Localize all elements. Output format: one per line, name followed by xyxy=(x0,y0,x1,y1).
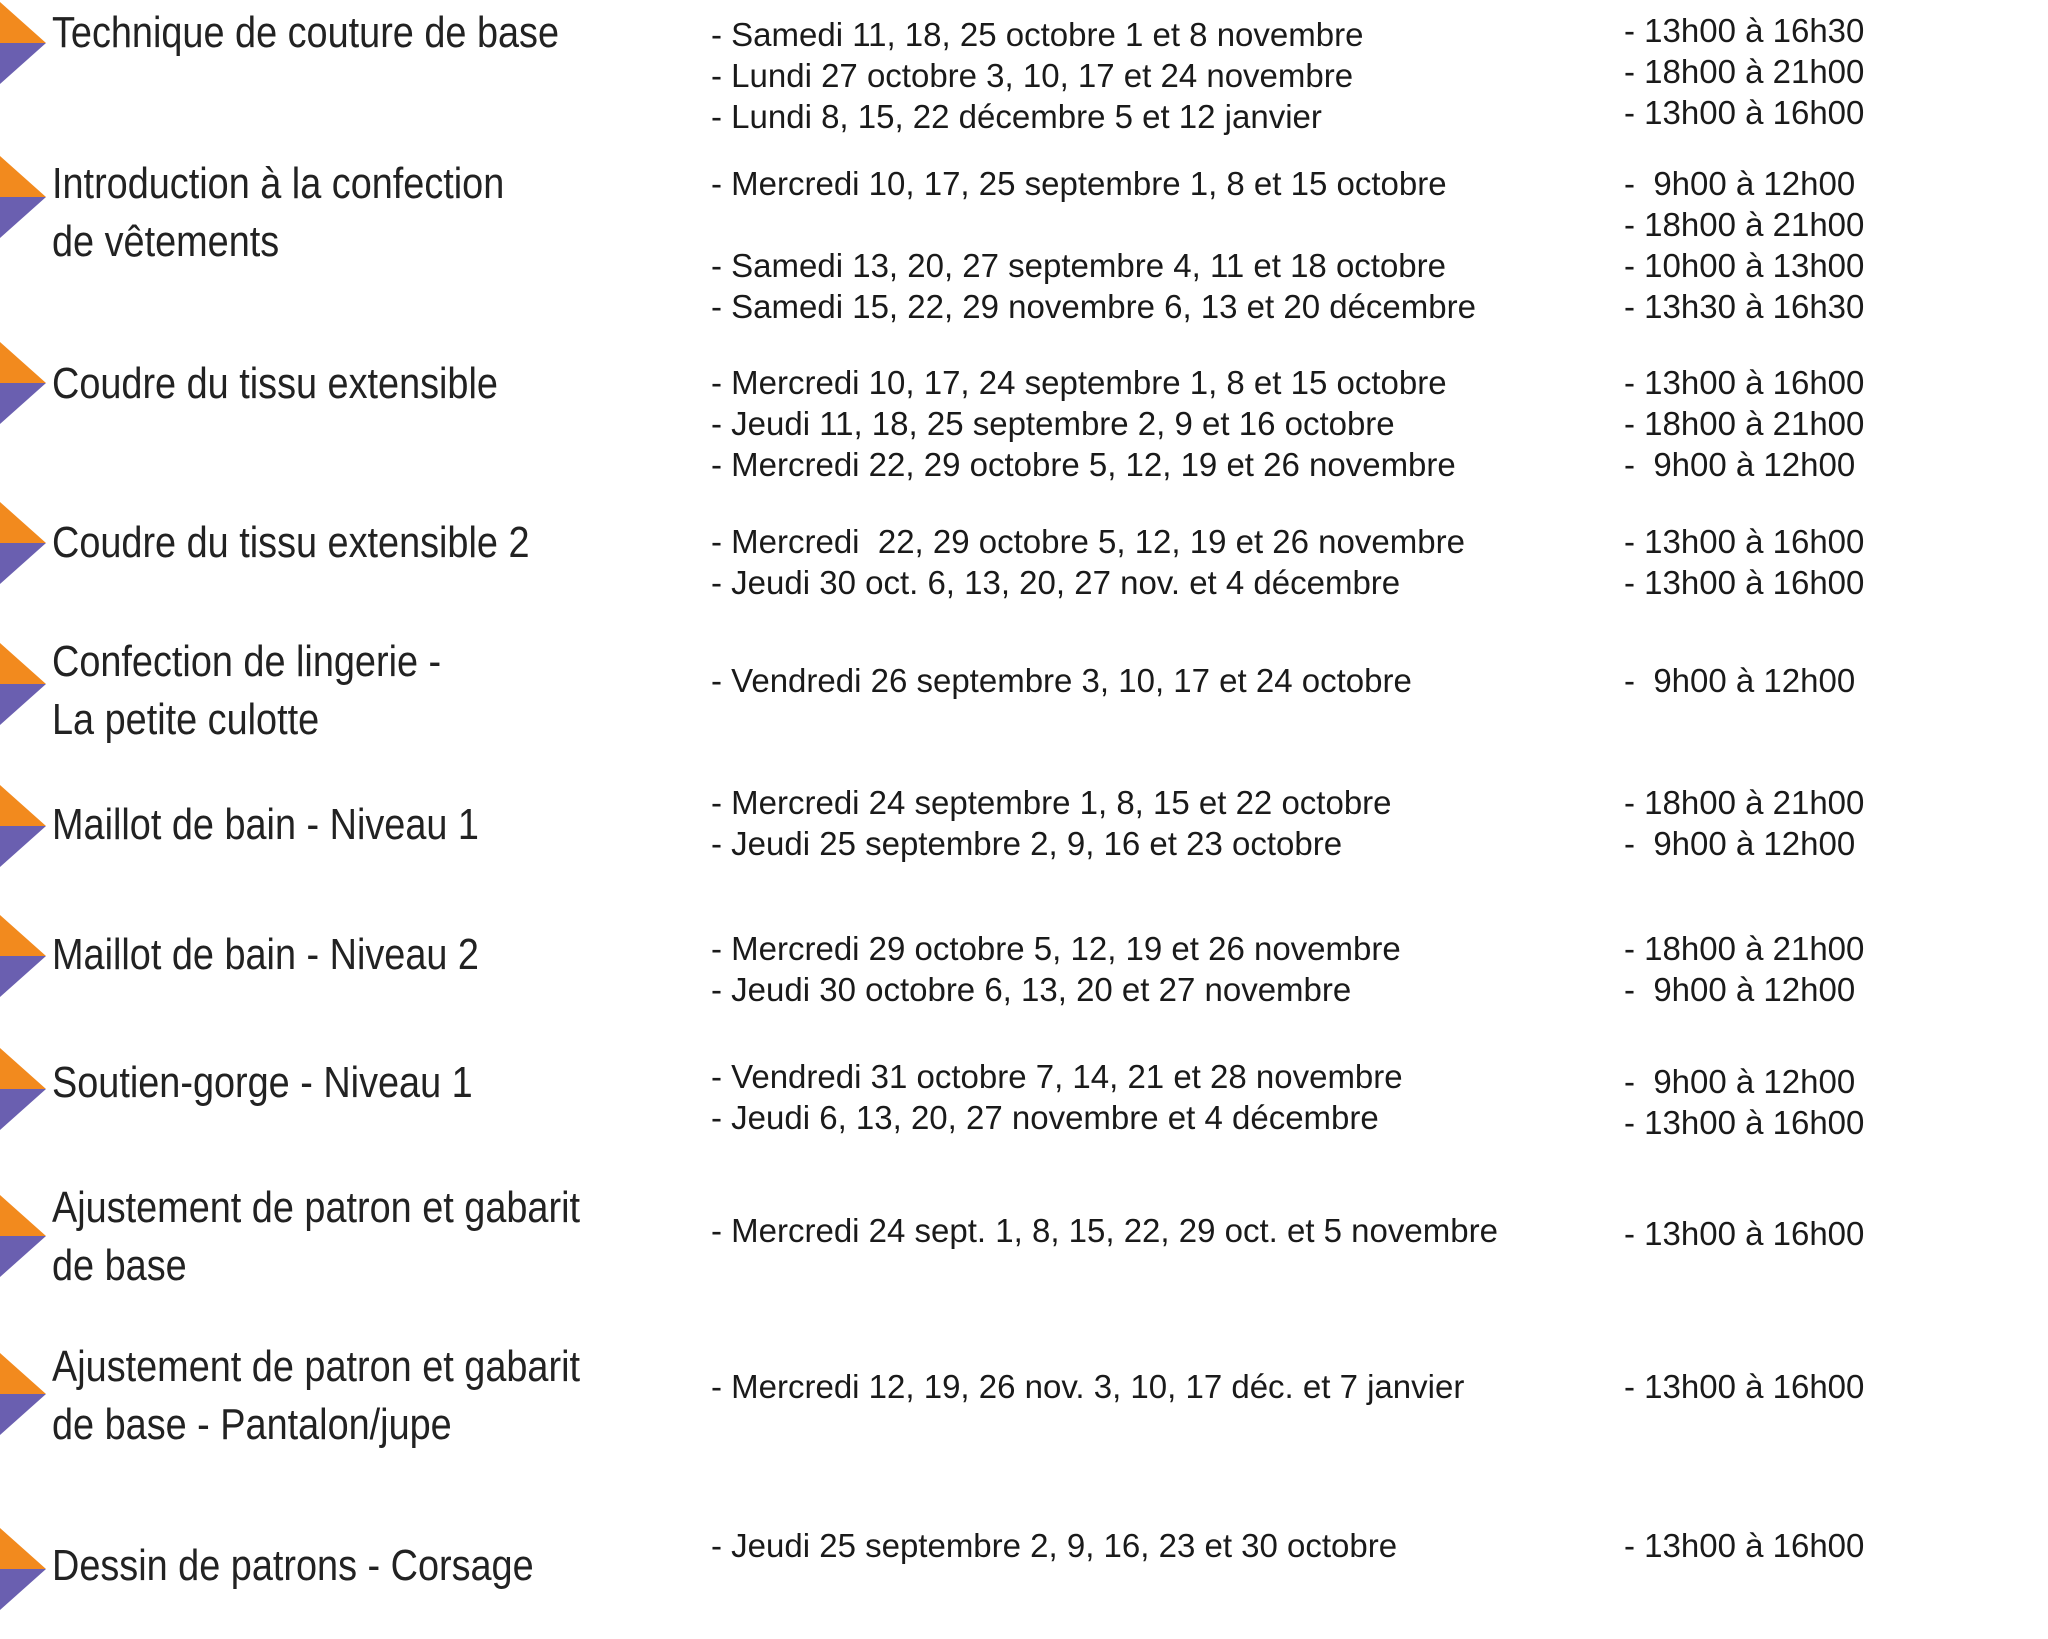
course-marker-icon xyxy=(0,342,46,424)
course-title-line: La petite culotte xyxy=(52,695,320,744)
course-dates xyxy=(711,928,1551,1010)
time-line: - 18h00 à 21h00 xyxy=(1624,53,1865,90)
course-times xyxy=(1624,10,2024,133)
date-line: - Jeudi 25 septembre 2, 9, 16 et 23 octobre xyxy=(711,825,1343,862)
course-times xyxy=(1624,1525,2024,1566)
course-dates xyxy=(711,660,1551,701)
course-title-line: Soutien-gorge - Niveau 1 xyxy=(52,1058,473,1107)
date-line: - Jeudi 6, 13, 20, 27 novembre et 4 décembre xyxy=(711,1099,1379,1136)
time-line: - 18h00 à 21h00 xyxy=(1624,930,1865,967)
date-line: - Lundi 8, 15, 22 décembre 5 et 12 janvier xyxy=(711,98,1322,135)
course-title xyxy=(52,796,585,854)
time-line: - 9h00 à 12h00 xyxy=(1624,662,1856,699)
course-title-line: de base - Pantalon/jupe xyxy=(52,1400,452,1449)
date-line: - Jeudi 25 septembre 2, 9, 16, 23 et 30 octobre xyxy=(711,1527,1398,1564)
time-line: - 13h00 à 16h00 xyxy=(1624,364,1865,401)
time-line: - 18h00 à 21h00 xyxy=(1624,784,1865,821)
date-line: - Samedi 15, 22, 29 novembre 6, 13 et 20 décembre xyxy=(711,288,1476,325)
course-title-line: Maillot de bain - Niveau 1 xyxy=(52,800,479,849)
time-line: - 13h00 à 16h00 xyxy=(1624,94,1865,131)
time-line: - 13h00 à 16h00 xyxy=(1624,1527,1865,1564)
time-line: - 18h00 à 21h00 xyxy=(1624,206,1865,243)
course-marker-icon xyxy=(0,1195,46,1277)
course-dates xyxy=(711,782,1551,864)
course-title xyxy=(52,1338,585,1454)
time-line: - 9h00 à 12h00 xyxy=(1624,971,1856,1008)
date-line: - Vendredi 31 octobre 7, 14, 21 et 28 novembre xyxy=(711,1058,1403,1095)
time-line: - 13h00 à 16h00 xyxy=(1624,1368,1865,1405)
date-line: - Vendredi 26 septembre 3, 10, 17 et 24 octobre xyxy=(711,662,1412,699)
date-line: - Samedi 13, 20, 27 septembre 4, 11 et 18 octobre xyxy=(711,247,1447,284)
time-line: - 13h00 à 16h00 xyxy=(1624,564,1865,601)
date-line: - Mercredi 12, 19, 26 nov. 3, 10, 17 déc. et 7 janvier xyxy=(711,1368,1465,1405)
time-line: - 13h00 à 16h00 xyxy=(1624,523,1865,560)
course-marker-icon xyxy=(0,1353,46,1435)
course-marker-icon xyxy=(0,915,46,997)
course-title xyxy=(52,1537,585,1595)
course-title xyxy=(52,1179,585,1295)
time-line: - 13h00 à 16h00 xyxy=(1624,1104,1865,1141)
date-line: - Mercredi 24 septembre 1, 8, 15 et 22 octobre xyxy=(711,784,1392,821)
course-marker-icon xyxy=(0,785,46,867)
course-dates xyxy=(711,1056,1551,1138)
course-times xyxy=(1624,928,2024,1010)
course-times xyxy=(1624,1213,2024,1254)
course-dates xyxy=(711,521,1551,603)
course-title-line: de base xyxy=(52,1241,187,1290)
course-marker-icon xyxy=(0,2,46,84)
course-times xyxy=(1624,521,2024,603)
course-marker-icon xyxy=(0,1048,46,1130)
course-marker-icon xyxy=(0,156,46,238)
course-title-line: Dessin de patrons - Corsage xyxy=(52,1541,534,1590)
time-line: - 9h00 à 12h00 xyxy=(1624,165,1856,202)
course-title xyxy=(52,155,585,271)
course-title xyxy=(52,1054,585,1112)
course-dates xyxy=(711,163,1551,327)
course-times xyxy=(1624,1061,2024,1143)
course-times xyxy=(1624,163,2024,327)
course-marker-icon xyxy=(0,1528,46,1610)
course-dates xyxy=(711,362,1551,485)
course-title-line: Ajustement de patron et gabarit xyxy=(52,1342,580,1391)
course-title xyxy=(52,514,585,572)
date-line: - Mercredi 22, 29 octobre 5, 12, 19 et 26 novembre xyxy=(711,446,1456,483)
course-title-line: Coudre du tissu extensible 2 xyxy=(52,518,530,567)
date-line: - Mercredi 10, 17, 25 septembre 1, 8 et 15 octobre xyxy=(711,165,1447,202)
date-line: - Mercredi 22, 29 octobre 5, 12, 19 et 26 novembre xyxy=(711,523,1465,560)
course-title-line: Maillot de bain - Niveau 2 xyxy=(52,930,479,979)
date-line: - Jeudi 30 octobre 6, 13, 20 et 27 novembre xyxy=(711,971,1352,1008)
time-line: - 9h00 à 12h00 xyxy=(1624,825,1856,862)
time-line: - 13h30 à 16h30 xyxy=(1624,288,1865,325)
time-line: - 18h00 à 21h00 xyxy=(1624,405,1865,442)
date-line: - Mercredi 24 sept. 1, 8, 15, 22, 29 oct. et 5 novembre xyxy=(711,1212,1498,1249)
course-title xyxy=(52,926,585,984)
time-line: - 9h00 à 12h00 xyxy=(1624,1063,1856,1100)
course-dates xyxy=(711,1210,1551,1251)
date-line: - Mercredi 29 octobre 5, 12, 19 et 26 novembre xyxy=(711,930,1401,967)
course-marker-icon xyxy=(0,643,46,725)
date-line: - Lundi 27 octobre 3, 10, 17 et 24 novembre xyxy=(711,57,1354,94)
course-times xyxy=(1624,362,2024,485)
course-title-line: Ajustement de patron et gabarit xyxy=(52,1183,580,1232)
time-line: - 13h00 à 16h00 xyxy=(1624,1215,1865,1252)
course-title xyxy=(52,4,585,62)
course-dates xyxy=(711,1366,1551,1407)
time-line: - 13h00 à 16h30 xyxy=(1624,12,1865,49)
date-line: - Mercredi 10, 17, 24 septembre 1, 8 et 15 octobre xyxy=(711,364,1447,401)
course-dates xyxy=(711,1525,1551,1566)
course-title xyxy=(52,633,585,749)
time-line: - 9h00 à 12h00 xyxy=(1624,446,1856,483)
date-line xyxy=(711,204,1551,245)
course-times xyxy=(1624,782,2024,864)
course-marker-icon xyxy=(0,502,46,584)
course-title-line: Technique de couture de base xyxy=(52,8,560,57)
course-title-line: Introduction à la confection xyxy=(52,159,505,208)
date-line: - Samedi 11, 18, 25 octobre 1 et 8 novembre xyxy=(711,16,1364,53)
date-line: - Jeudi 11, 18, 25 septembre 2, 9 et 16 octobre xyxy=(711,405,1395,442)
time-line: - 10h00 à 13h00 xyxy=(1624,247,1865,284)
course-title-line: Confection de lingerie - xyxy=(52,637,442,686)
course-title-line: Coudre du tissu extensible xyxy=(52,359,498,408)
date-line: - Jeudi 30 oct. 6, 13, 20, 27 nov. et 4 décembre xyxy=(711,564,1401,601)
course-dates xyxy=(711,14,1551,137)
course-times xyxy=(1624,660,2024,701)
course-title xyxy=(52,355,585,413)
course-times xyxy=(1624,1366,2024,1407)
course-title-line: de vêtements xyxy=(52,217,280,266)
